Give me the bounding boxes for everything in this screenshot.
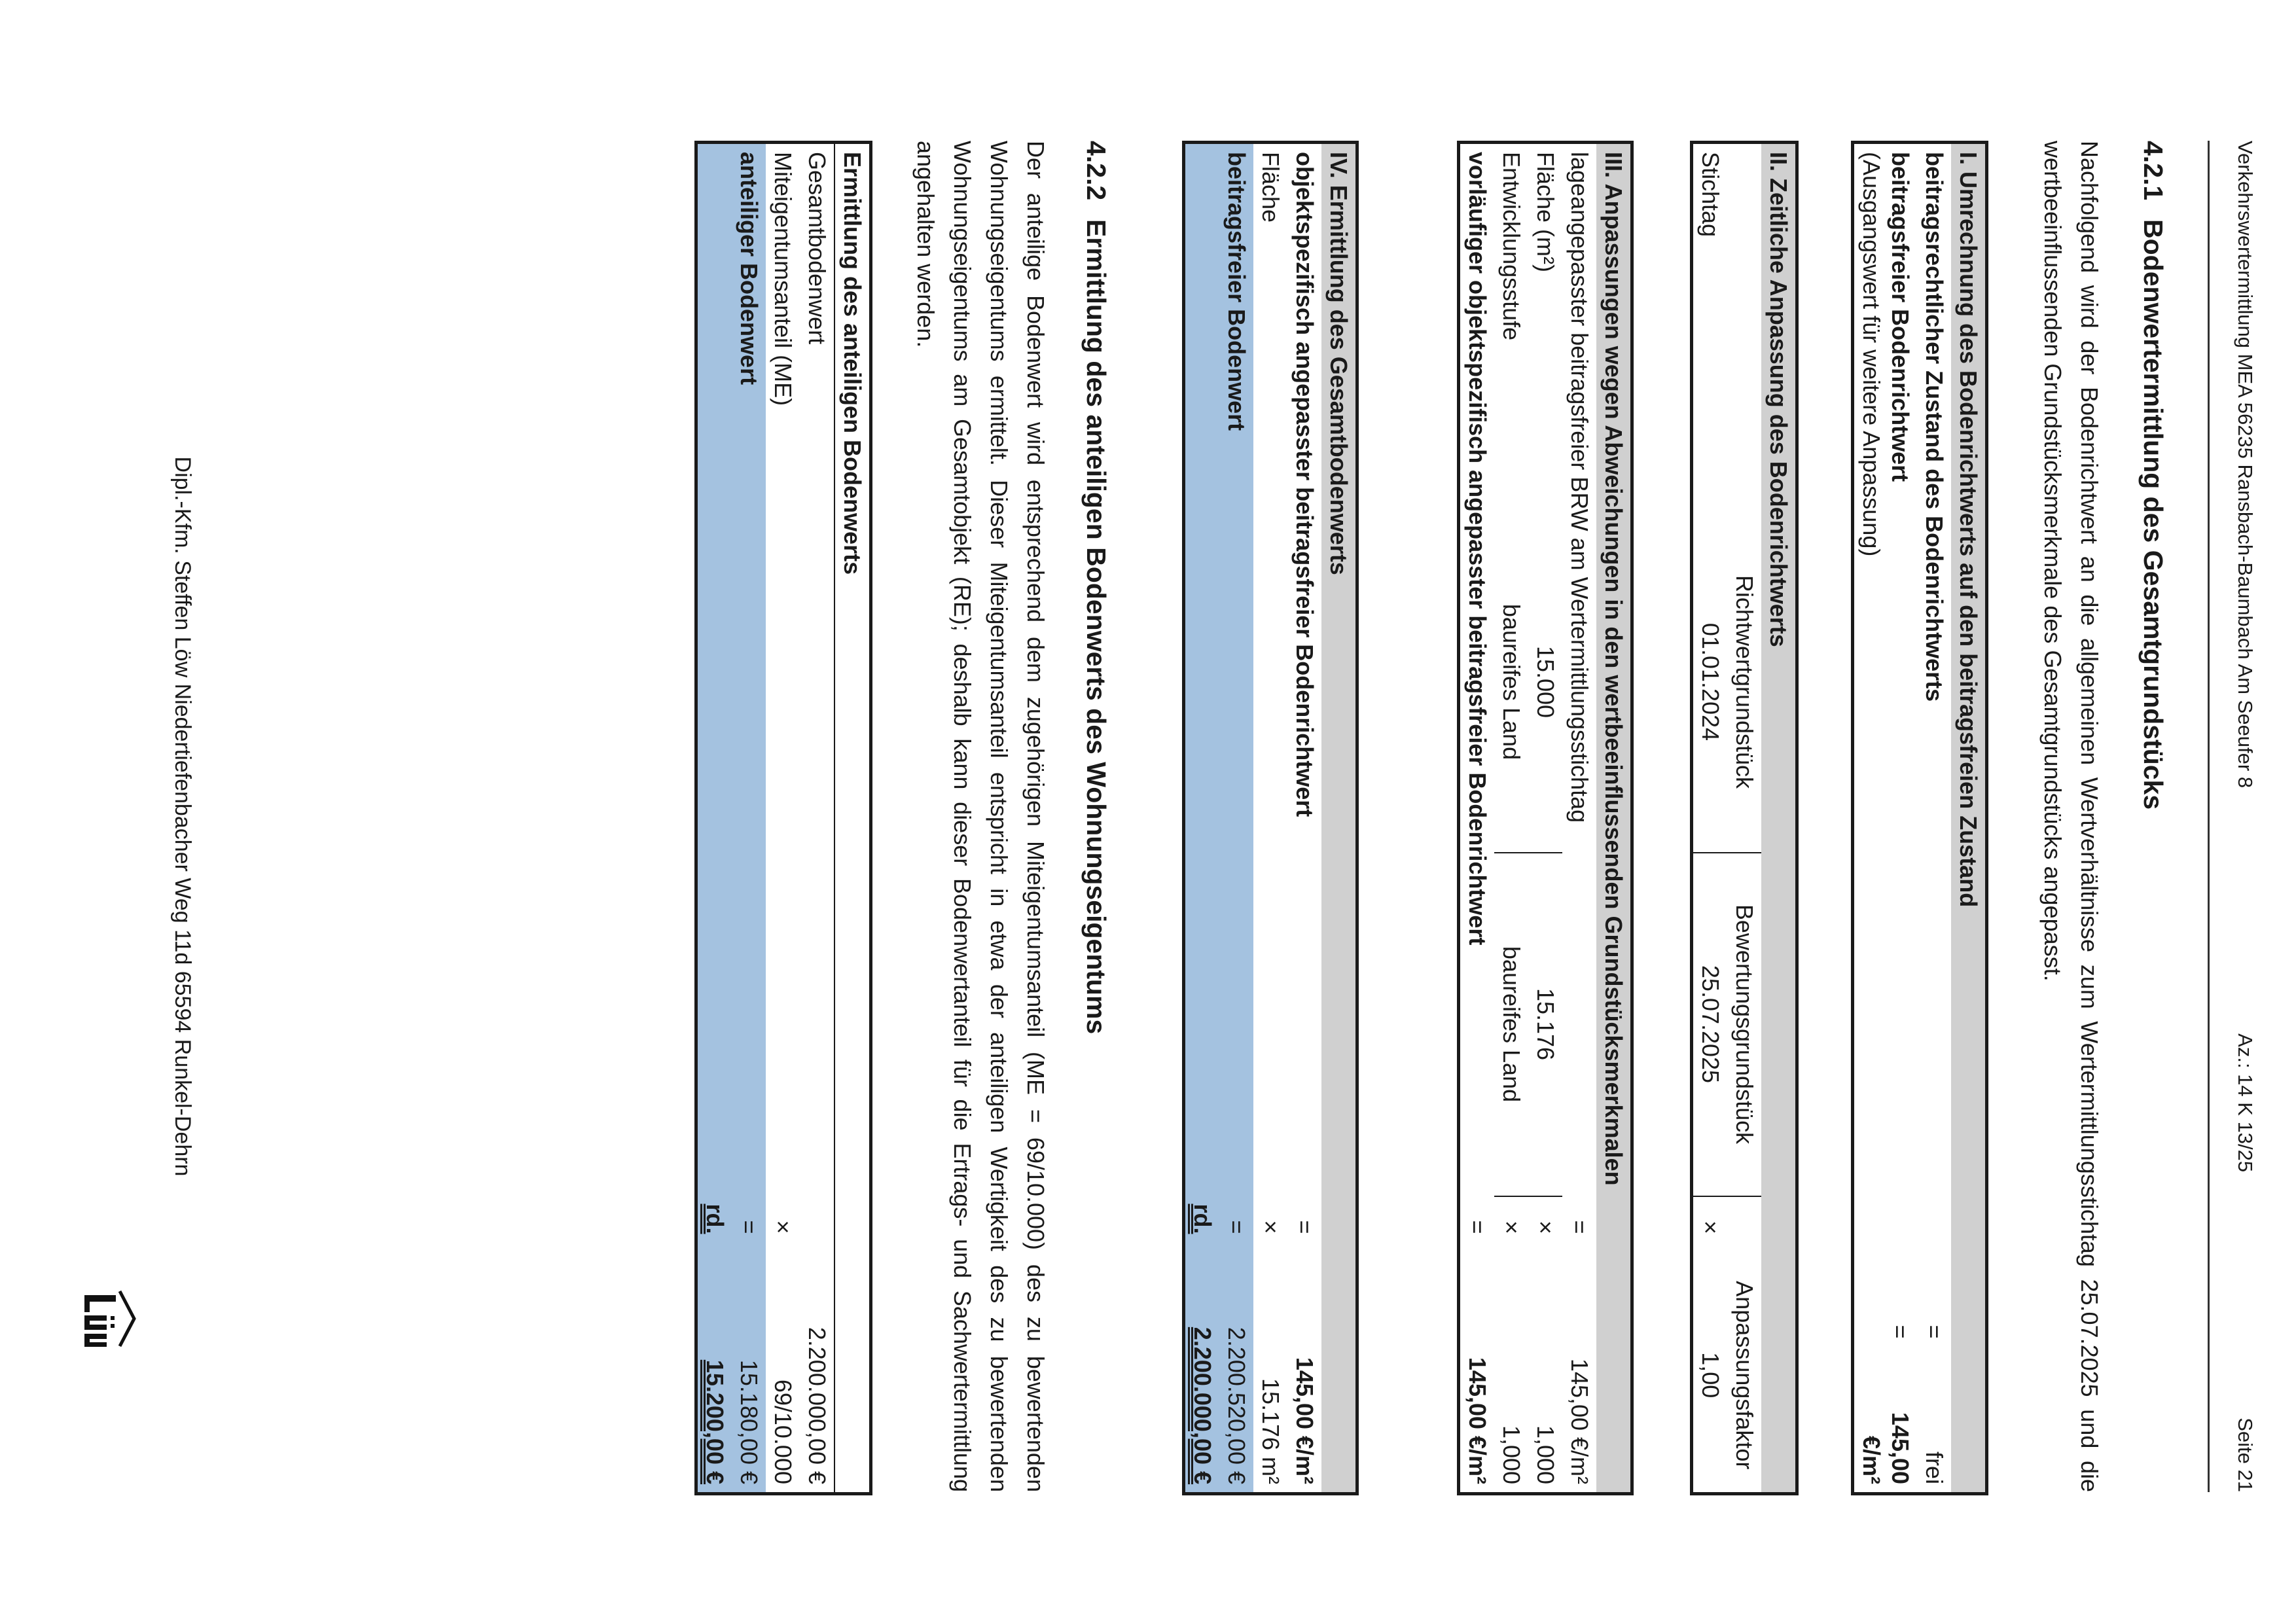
column-header: Bewertungsgrundstück <box>1727 853 1761 1196</box>
section-heading-4-2-1 <box>2138 141 2168 810</box>
column-header: Richtwertgrundstück <box>1731 575 1758 789</box>
column-header: Anpassungsfaktor <box>1731 1281 1758 1470</box>
row-label: objektspezifisch angepasster beitragsfreier Bodenrichtwert <box>1291 152 1318 817</box>
row-label-cell <box>1853 143 1918 1301</box>
row-value: 15.180,00 € <box>732 1258 766 1494</box>
table-title: III. Anpassungen wegen Abweichungen in den wertbeeinflussenden Grundstücksmerkmalen <box>1596 143 1632 1494</box>
cell-value: 15.000 <box>1532 645 1559 719</box>
table-anteiliger-bodenwert <box>694 141 872 1495</box>
section-number: 4.2.2 <box>1081 141 1111 201</box>
operator: = <box>1887 1325 1914 1339</box>
row-label: Miteigentumsanteil (ME) <box>770 152 797 406</box>
row-value: 145,00 €/m² <box>1858 1412 1914 1485</box>
row-value: 145,00 €/m² <box>1566 1358 1593 1485</box>
operator: × <box>1692 1196 1728 1258</box>
section-number: 4.2.1 <box>2138 141 2168 201</box>
table-title: II. Zeitliche Anpassung des Bodenrichtwerts <box>1761 143 1797 1494</box>
row-value: 145,00 €/m² <box>1464 1357 1491 1485</box>
cell-value: baureifes Land <box>1498 603 1525 760</box>
section-title: Ermittlung des anteiligen Bodenwerts des Wohnungseigentums <box>1081 219 1111 1035</box>
cell-value: 01.01.2024 <box>1697 622 1724 741</box>
operator: = <box>1464 1220 1491 1234</box>
rounded-value-cell <box>1184 1196 1220 1494</box>
row-label: vorläufiger objektspezifisch angepasster beitragsfreier Bodenrichtwert <box>1464 152 1491 946</box>
table-title: I. Umrechnung des Bodenrichtwerts auf den beitragsfreien Zustand <box>1951 143 1987 1494</box>
table-title: IV. Ermittlung des Gesamtbodenwerts <box>1321 143 1357 1494</box>
rounded-value: 2.200.000,00 € <box>1189 1327 1216 1485</box>
row-label: beitragsrechtlicher Zustand des Bodenrichtwerts <box>1921 152 1948 702</box>
operator: = <box>732 1196 766 1258</box>
header-az: Az.: 14 K 13/25 <box>2234 1033 2257 1173</box>
row-label: Fläche <box>1257 152 1284 223</box>
row-label: Stichtag <box>1697 152 1724 238</box>
page-header <box>2208 141 2257 1492</box>
operator: × <box>770 1220 797 1234</box>
header-title: Verkehrswertermittlung MEA 56235 Ransbach-Baumbach Am Seeufer 8 <box>2234 141 2257 789</box>
row-value: 145,00 €/m² <box>1291 1357 1318 1485</box>
row-label: lageangepasster beitragsfreier BRW am Wertermittlungsstichtag <box>1566 152 1593 823</box>
rounded-value-cell <box>696 1196 732 1494</box>
operator: = <box>1921 1325 1948 1339</box>
row-label: anteiliger Bodenwert <box>732 143 766 1196</box>
table-gesamtbodenwert <box>1182 141 1359 1495</box>
row-label: beitragsfreier Bodenwert <box>1219 143 1253 1196</box>
table-beitragsfrei <box>1851 141 1988 1495</box>
row-label: Fläche (m²) <box>1532 152 1559 273</box>
rounded-value: 15.200,00 € <box>702 1359 728 1484</box>
section-heading-4-2-2 <box>1081 141 1111 1034</box>
row-value: 69/10.000 <box>770 1379 797 1484</box>
company-logo <box>71 1286 139 1351</box>
operator <box>800 1196 834 1258</box>
header-page: Seite 21 <box>2234 1418 2257 1492</box>
table-grundstuecksmerkmale <box>1457 141 1634 1495</box>
row-value: 2.200.000,00 € <box>804 1327 831 1484</box>
section-paragraph: Der anteilige Bodenwert wird entsprechend dem zugehörigen Miteigentumsanteil (ME = 69/10.000) des zu bewertenden Wohnungseigentums ermittelt. Dieser Miteigentumsanteil entspricht in etwa der anteiligen Wertigkeit des zu bewertenden Wohnungseigentums am Gesamtobjekt (RE); deshalb kann dieser Bodenwertanteil für die Ertrags- und Sachwertermittlung angehalten werden. <box>912 141 1049 1492</box>
section-paragraph: Nachfolgend wird der Bodenrichtwert an die allgemeinen Wertverhältnisse zum Wertermittlungsstichtag 25.07.2025 und die wertbeeinflussenden Grundstücksmerkmale des Gesamtgrundstücks angepasst. <box>2039 141 2103 1492</box>
row-value: frei <box>1921 1452 1948 1485</box>
row-value: 15.176 m² <box>1257 1378 1284 1485</box>
row-value: 1,000 <box>1498 1425 1525 1485</box>
cell-value: baureifes Land <box>1494 853 1528 1196</box>
table-zeitliche-anpassung <box>1690 141 1799 1495</box>
rounded-prefix: rd. <box>702 1204 728 1234</box>
cell-value: 25.07.2025 <box>1692 853 1728 1196</box>
page-footer: Dipl.-Kfm. Steffen Löw Niedertiefenbacher Weg 11d 65594 Runkel-Dehrn <box>170 456 195 1177</box>
section-title: Bodenwertermittlung des Gesamtgrundstücks <box>2138 219 2168 810</box>
cell-value: 1,00 <box>1697 1352 1724 1399</box>
row-value: 2.200.520,00 € <box>1219 1258 1253 1494</box>
row-label: Entwicklungsstufe <box>1498 152 1525 341</box>
row-value: 1,000 <box>1532 1425 1559 1485</box>
rounded-prefix: rd. <box>1189 1204 1216 1234</box>
operator: × <box>1528 1196 1562 1258</box>
operator: = <box>1219 1196 1253 1258</box>
operator: × <box>1257 1220 1284 1234</box>
row-sublabel: (Ausgangswert für weitere Anpassung) <box>1858 152 1885 557</box>
operator: = <box>1566 1220 1593 1234</box>
row-label: Gesamtbodenwert <box>804 152 831 345</box>
operator: = <box>1291 1220 1318 1234</box>
row-label: beitragsfreier Bodenrichtwert <box>1887 152 1914 482</box>
table-title: Ermittlung des anteiligen Bodenwerts <box>834 143 871 1494</box>
operator: × <box>1494 1196 1528 1258</box>
logo-graphic <box>74 1286 139 1351</box>
cell-value: 15.176 <box>1528 853 1562 1196</box>
